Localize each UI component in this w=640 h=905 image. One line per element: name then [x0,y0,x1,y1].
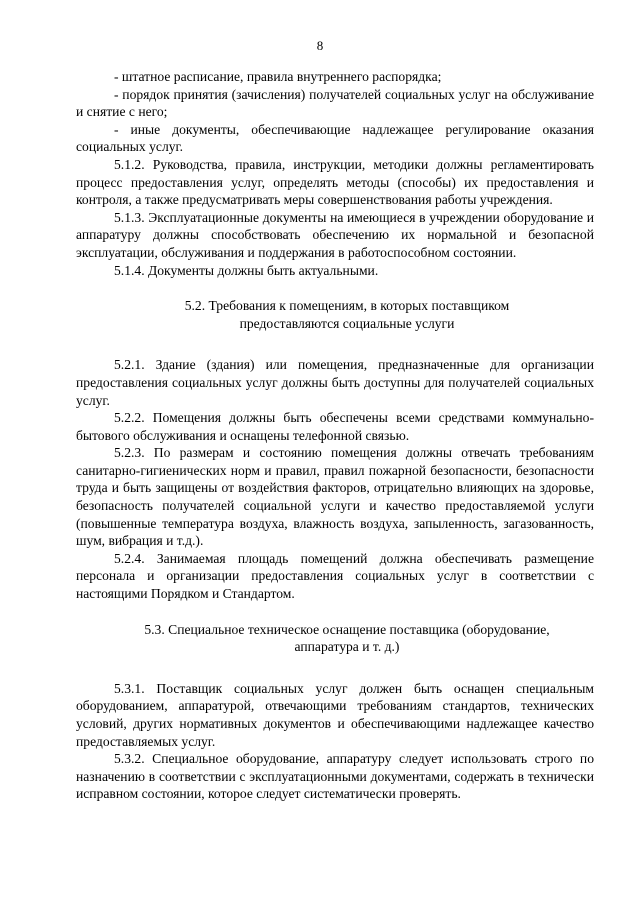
paragraph: - иные документы, обеспечивающие надлежащее регулирование оказания социальных услуг. [76,121,594,155]
paragraph: 5.2.1. Здание (здания) или помещения, предназначенные для организации предоставления социальных услуг должны быть доступны для получателей социальных услуг. [76,357,594,408]
section-heading-line: 5.2. Требования к помещениям, в которых поставщиком [184,298,510,314]
paragraph: 5.3.1. Поставщик социальных услуг должен быть оснащен специальным оборудованием, аппаратурой, отвечающими требованиям стандартов, технических условий, других нормативных документов и обеспечивающими надлежащее качество предоставляемых услуг. [76,680,594,749]
paragraph: 5.2.2. Помещения должны быть обеспечены всеми средствами коммунально-бытового обслуживания и оснащены телефонной связью. [76,410,594,443]
section-heading-line: аппаратура и т. д.) [294,639,400,655]
paragraph: 5.2.4. Занимаемая площадь помещений должна обеспечивать размещение персонала и организации предоставления социальных услуг в соответствии с настоящими Порядком и Стандартом. [76,550,594,602]
section-heading-line: 5.3. Специальное техническое оснащение поставщика (оборудование, [144,621,550,637]
paragraph: 5.1.2. Руководства, правила, инструкции, методики должны регламентировать процесс предоставления услуг, определять методы (способы) их предоставления и контроля, а также предусматривать меры совершенствования работы учреждения. [76,156,594,208]
page-number: 8 [316,38,324,53]
paragraph: 5.1.4. Документы должны быть актуальными. [114,262,379,278]
paragraph: 5.3.2. Специальное оборудование, аппаратуру следует использовать строго по назначению в соответствии с эксплуатационными документами, содержать в технически исправном состоянии, которое следует систематически проверять. [76,751,594,802]
section-heading-5-2 [76,297,594,332]
section-heading-5-3 [76,621,594,656]
document-body [76,68,594,803]
paragraph: - штатное расписание, правила внутреннего распорядка; [114,69,442,84]
paragraph: 5.2.3. По размерам и состоянию помещения должны отвечать требованиям санитарно-гигиенических норм и правил, правил пожарной безопасности, безопасности труда и быть защищены от воздействия факторов, отрицательно влияющих на здоровье, безопасность получателей социальной услуги и качество предоставляемой услуги (повышенные температура воздуха, влажность воздуха, запыленность, загазованность, шум, вибрация и т.д.). [76,445,594,549]
paragraph: - порядок принятия (зачисления) получателей социальных услуг на обслуживание и снятие с него; [76,86,594,120]
section-heading-line: предоставляются социальные услуги [239,315,455,331]
paragraph: 5.1.3. Эксплуатационные документы на имеющиеся в учреждении оборудование и аппаратуру должны способствовать обеспечению их нормальной и безопасной эксплуатации, обслуживания и поддержания в работоспособном состоянии. [76,209,594,260]
